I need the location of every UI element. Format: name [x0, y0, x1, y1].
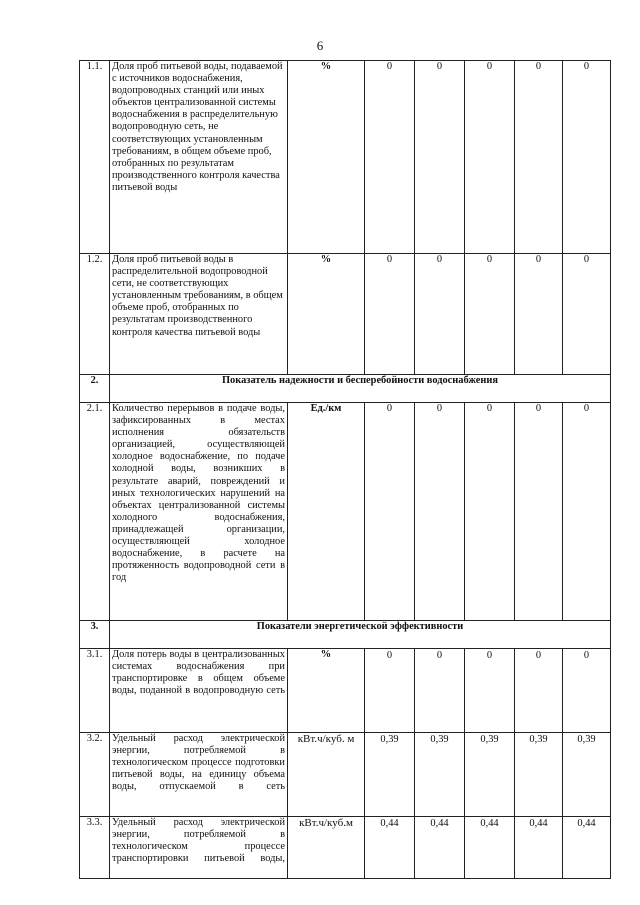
- value-cell: 0: [563, 254, 611, 375]
- table-row: [80, 403, 611, 621]
- section-row: [80, 621, 611, 649]
- value-cell: 0: [563, 61, 611, 254]
- value-cell: 0: [465, 61, 515, 254]
- value-cell: 0: [365, 254, 415, 375]
- value-cell: 0: [465, 403, 515, 621]
- value-cell: 0: [415, 649, 465, 733]
- value-cell: 0,39: [415, 733, 465, 817]
- indicator-description: Доля потерь воды в централизованных системах водоснабжения при транспортировке в общем объеме воды, поданной в водопроводную сеть: [110, 649, 288, 733]
- value-cell: 0,44: [563, 817, 611, 879]
- unit-cell: кВт.ч/куб. м: [288, 733, 365, 817]
- page-number: 6: [316, 38, 324, 53]
- value-cell: 0,44: [515, 817, 563, 879]
- value-cell: 0: [415, 61, 465, 254]
- unit-cell: Ед./км: [288, 403, 365, 621]
- row-number: 1.1.: [80, 61, 110, 254]
- table-row: [80, 733, 611, 817]
- section-row: [80, 375, 611, 403]
- value-cell: 0: [563, 403, 611, 621]
- section-number: 2.: [80, 375, 110, 403]
- value-cell: 0,39: [465, 733, 515, 817]
- indicator-description: Доля проб питьевой воды, подаваемой с источников водоснабжения, водопроводных станций или иных объектов централизованной системы водоснабжения в распределительную водопроводную сеть, не соответствующих установленным требованиям, в общем объеме проб, отобранных по результатам производственного контроля качества питьевой воды: [110, 61, 288, 254]
- value-cell: 0: [515, 61, 563, 254]
- value-cell: 0: [515, 649, 563, 733]
- row-number: 3.3.: [80, 817, 110, 879]
- indicator-description: Доля проб питьевой воды в распределительной водопроводной сети, не соответствующих установленным требованиям, в общем объеме проб, отобранных по результатам производственного контроля качества питьевой воды: [110, 254, 288, 375]
- table-row: [80, 254, 611, 375]
- unit-cell: %: [288, 254, 365, 375]
- value-cell: 0: [465, 649, 515, 733]
- value-cell: 0: [465, 254, 515, 375]
- value-cell: 0: [415, 403, 465, 621]
- value-cell: 0: [515, 254, 563, 375]
- unit-cell: %: [288, 61, 365, 254]
- indicator-description: Удельный расход электрической энергии, потребляемой в технологическом процессе транспортировки питьевой воды,: [110, 817, 288, 879]
- value-cell: 0: [415, 254, 465, 375]
- value-cell: 0,44: [465, 817, 515, 879]
- section-title: Показатель надежности и бесперебойности водоснабжения: [110, 375, 611, 403]
- indicators-table: [79, 60, 611, 879]
- row-number: 3.1.: [80, 649, 110, 733]
- unit-cell: %: [288, 649, 365, 733]
- value-cell: 0,39: [563, 733, 611, 817]
- section-number: 3.: [80, 621, 110, 649]
- value-cell: 0: [365, 61, 415, 254]
- value-cell: 0,39: [365, 733, 415, 817]
- row-number: 3.2.: [80, 733, 110, 817]
- value-cell: 0,44: [415, 817, 465, 879]
- value-cell: 0: [515, 403, 563, 621]
- section-title: Показатели энергетической эффективности: [110, 621, 611, 649]
- value-cell: 0: [365, 649, 415, 733]
- row-number: 2.1.: [80, 403, 110, 621]
- table-row: [80, 649, 611, 733]
- value-cell: 0: [563, 649, 611, 733]
- indicator-description: Удельный расход электрической энергии, потребляемой в технологическом процессе подготовки питьевой воды, на единицу объема воды, отпускаемой в сеть: [110, 733, 288, 817]
- table-row: [80, 817, 611, 879]
- value-cell: 0,39: [515, 733, 563, 817]
- value-cell: 0: [365, 403, 415, 621]
- value-cell: 0,44: [365, 817, 415, 879]
- table-row: [80, 61, 611, 254]
- row-number: 1.2.: [80, 254, 110, 375]
- indicator-description: Количество перерывов в подаче воды, зафиксированных в местах исполнения обязательств организацией, осуществляющей холодное водоснабжение, по подаче холодной воды, возникших в результате аварий, повреждений и иных технологических нарушений на объектах централизованной системы холодного водоснабжения, принадлежащей организации, осуществляющей холодное водоснабжение, в расчете на протяженность водопроводной сети в год: [110, 403, 288, 621]
- unit-cell: кВт.ч/куб.м: [288, 817, 365, 879]
